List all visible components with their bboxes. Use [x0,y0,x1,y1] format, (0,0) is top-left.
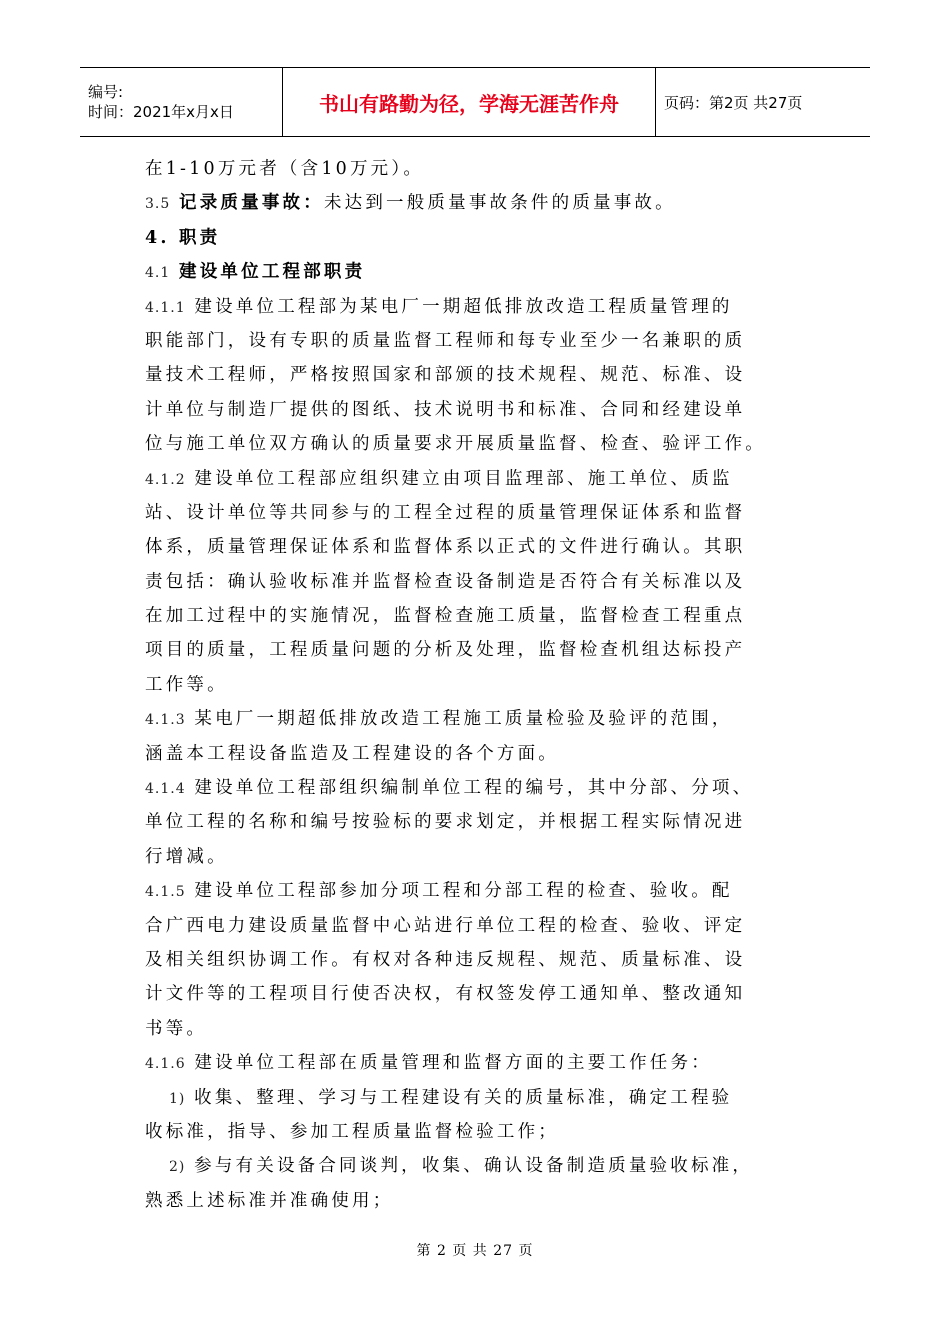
bold-heading: 记录质量事故： [179,193,324,214]
section-number: 4.1.6 [145,1056,186,1073]
text-line [145,805,810,839]
line-text: 熟悉上述标准并准确使用； [145,1190,394,1211]
text-line [145,462,810,496]
text-line [145,633,810,667]
text-line [145,496,810,530]
text-line [145,977,810,1011]
line-text: 计文件等的工程项目行使否决权，有权签发停工通知单、整改通知 [145,984,746,1005]
section-number: 4.1.3 [145,712,186,729]
text-line [145,565,810,599]
text-line [145,943,810,977]
text-line [145,702,810,736]
line-text: 在加工过程中的实施情况，监督检查施工质量，监督检查工程重点 [145,606,746,627]
section-number: 1) [169,1090,186,1107]
line-text: 建设单位工程部参加分项工程和分部工程的检查、验收。配 [194,881,733,902]
text-line [145,393,810,427]
text-line [145,1081,810,1115]
line-text: 建设单位工程部组织编制单位工程的编号，其中分部、分项、 [194,778,754,799]
line-text: 收集、整理、学习与工程建设有关的质量标准，确定工程验 [194,1087,733,1108]
line-text: 站、设计单位等共同参与的工程全过程的质量管理保证体系和监督 [145,502,746,523]
page-header [80,67,870,137]
section-number: 2) [169,1159,186,1176]
text-line [145,599,810,633]
text-line [145,530,810,564]
bold-heading: 建设单位工程部职责 [179,262,366,283]
text-line [145,427,810,461]
line-text: 合广西电力建设质量监督中心站进行单位工程的检查、验收、评定 [145,915,746,936]
section-number: 4.1.5 [145,884,186,901]
line-text: 在1-10万元者（含10万元）。 [145,159,425,179]
document-body [145,152,810,1218]
line-text: 书等。 [145,1018,208,1039]
line-text: 单位工程的名称和编号按验标的要求划定，并根据工程实际情况进 [145,812,746,833]
line-text: 某电厂一期超低排放改造工程施工质量检验及验评的范围， [194,709,733,730]
text-line [145,1012,810,1046]
text-line [145,771,810,805]
line-text: 项目的质量，工程质量问题的分析及处理，监督检查机组达标投产 [145,640,746,661]
line-text: 建设单位工程部为某电厂一期超低排放改造工程质量管理的 [194,296,733,317]
text-line [145,221,810,255]
line-text: 未达到一般质量事故条件的质量事故。 [323,193,676,214]
line-text: 涵盖本工程设备监造及工程建设的各个方面。 [145,743,559,764]
line-text: 量技术工程师，严格按照国家和部颁的技术规程、规范、标准、设 [145,365,746,386]
line-text: 行增减。 [145,846,228,867]
line-text: 位与施工单位双方确认的质量要求开展质量监督、检查、验评工作。 [145,434,766,455]
line-text: 建设单位工程部在质量管理和监督方面的主要工作任务： [194,1053,712,1074]
text-line [145,874,810,908]
text-line [145,324,810,358]
line-text: 收标准，指导、参加工程质量监督检验工作； [145,1121,559,1142]
text-line [145,909,810,943]
line-text: 建设单位工程部应组织建立由项目监理部、施工单位、质监 [194,468,733,489]
document-number-label: 编号: [88,83,124,101]
bold-heading: 4. 职责 [145,227,221,248]
header-left-cell [80,68,282,136]
text-line [145,255,810,289]
document-date-label: 时间：2021年x月x日 [88,103,234,121]
text-line [145,1046,810,1080]
header-motto: 书山有路勤为径，学海无涯苦作舟 [282,68,656,136]
text-line [145,1184,810,1218]
text-line [145,1115,810,1149]
text-line [145,290,810,324]
line-text: 职能部门，设有专职的质量监督工程师和每专业至少一名兼职的质 [145,330,746,351]
line-text: 责包括：确认验收标准并监督检查设备制造是否符合有关标准以及 [145,571,746,592]
line-text: 体系，质量管理保证体系和监督体系以正式的文件进行确认。其职 [145,537,746,558]
line-text: 及相关组织协调工作。有权对各种违反规程、规范、质量标准、设 [145,949,746,970]
text-line [145,358,810,392]
line-text: 参与有关设备合同谈判，收集、确认设备制造质量验收标准， [194,1156,754,1177]
text-line [145,186,810,220]
text-line [145,737,810,771]
section-number: 4.1.1 [145,299,186,316]
section-number: 4.1.2 [145,471,186,488]
section-number: 4.1 [145,265,171,282]
text-line [145,668,810,702]
text-line [145,1149,810,1183]
line-text: 计单位与制造厂提供的图纸、技术说明书和标准、合同和经建设单 [145,399,746,420]
section-number: 4.1.4 [145,781,186,798]
text-line [145,840,810,874]
line-text: 工作等。 [145,674,228,695]
page-footer: 第 2 页 共 27 页 [416,1243,534,1259]
header-page-number: 页码：第2页 共27页 [664,93,803,112]
text-line [145,152,810,186]
section-number: 3.5 [145,196,171,213]
